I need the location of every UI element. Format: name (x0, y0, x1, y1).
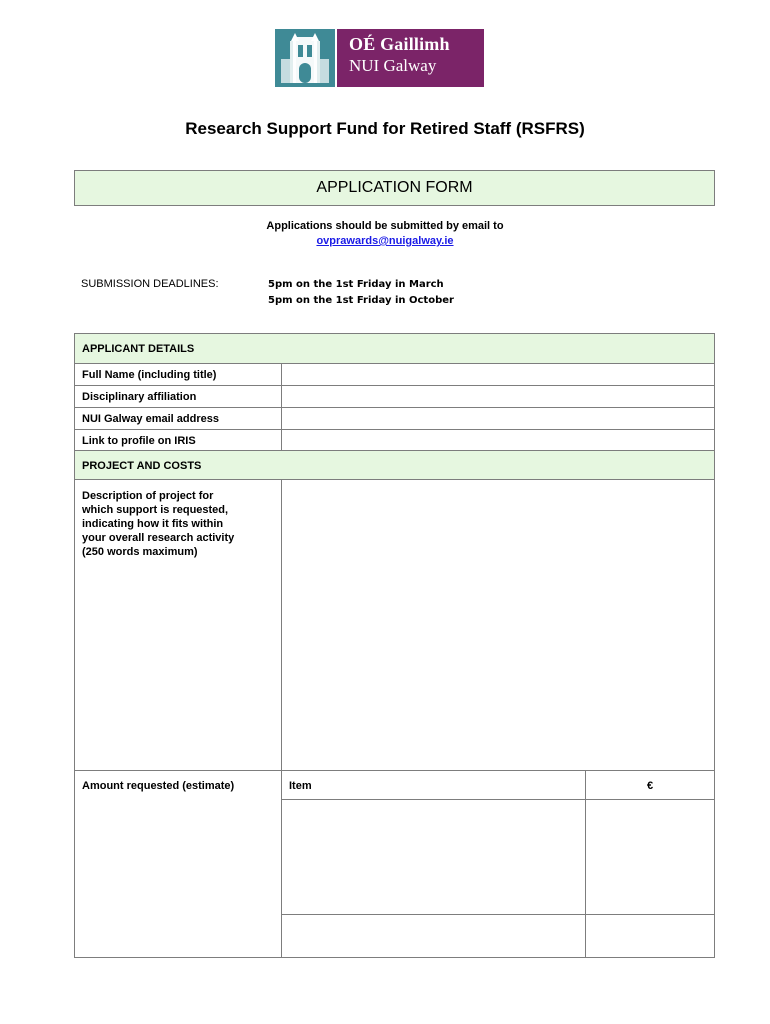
label-disciplinary-affiliation: Disciplinary affiliation (82, 391, 197, 403)
section-applicant-details: APPLICANT DETAILS (75, 334, 714, 364)
submission-instructions (0, 219, 770, 249)
nui-galway-logo (275, 29, 484, 87)
cost-item-field[interactable] (282, 800, 585, 914)
deadlines-list (268, 277, 454, 309)
page-title: Research Support Fund for Retired Staff (RSFRS) (185, 119, 585, 138)
email-link[interactable]: ovprawards@nuigalway.ie (316, 235, 454, 247)
label-full-name: Full Name (including title) (82, 369, 217, 381)
section-project-and-costs: PROJECT AND COSTS (75, 451, 714, 480)
deadline-item: 5pm on the 1st Friday in October (268, 295, 454, 306)
cost-amount-field[interactable] (586, 800, 714, 914)
cost-total-amount-field[interactable] (586, 915, 714, 957)
iris-profile-link-field[interactable] (282, 430, 714, 450)
project-description-field[interactable] (282, 481, 714, 770)
deadlines-label: SUBMISSION DEADLINES: (81, 278, 219, 290)
label-email-address: NUI Galway email address (82, 413, 219, 425)
item-column-header: Item (289, 780, 312, 792)
disciplinary-affiliation-field[interactable] (282, 386, 714, 407)
logo-english-name: NUI Galway (349, 56, 437, 75)
cost-total-label-field[interactable] (282, 915, 585, 957)
label-project-description: Description of project for which support is requested, indicating how it fits within your overall research activity (250 words maximum) (82, 490, 235, 558)
form-heading: APPLICATION FORM (74, 170, 715, 206)
label-iris-profile-link: Link to profile on IRIS (82, 435, 196, 447)
full-name-field[interactable] (282, 364, 714, 385)
logo-irish-name: OÉ Gaillimh (349, 34, 450, 54)
instructions-text: Applications should be submitted by email to (266, 220, 504, 232)
application-form-table (74, 333, 715, 958)
deadline-item: 5pm on the 1st Friday in March (268, 279, 444, 290)
euro-column-header: € (646, 780, 654, 792)
crest-icon (275, 29, 335, 87)
label-amount-requested: Amount requested (estimate) (82, 780, 235, 792)
logo-wordmark (337, 29, 484, 87)
email-address-field[interactable] (282, 408, 714, 429)
